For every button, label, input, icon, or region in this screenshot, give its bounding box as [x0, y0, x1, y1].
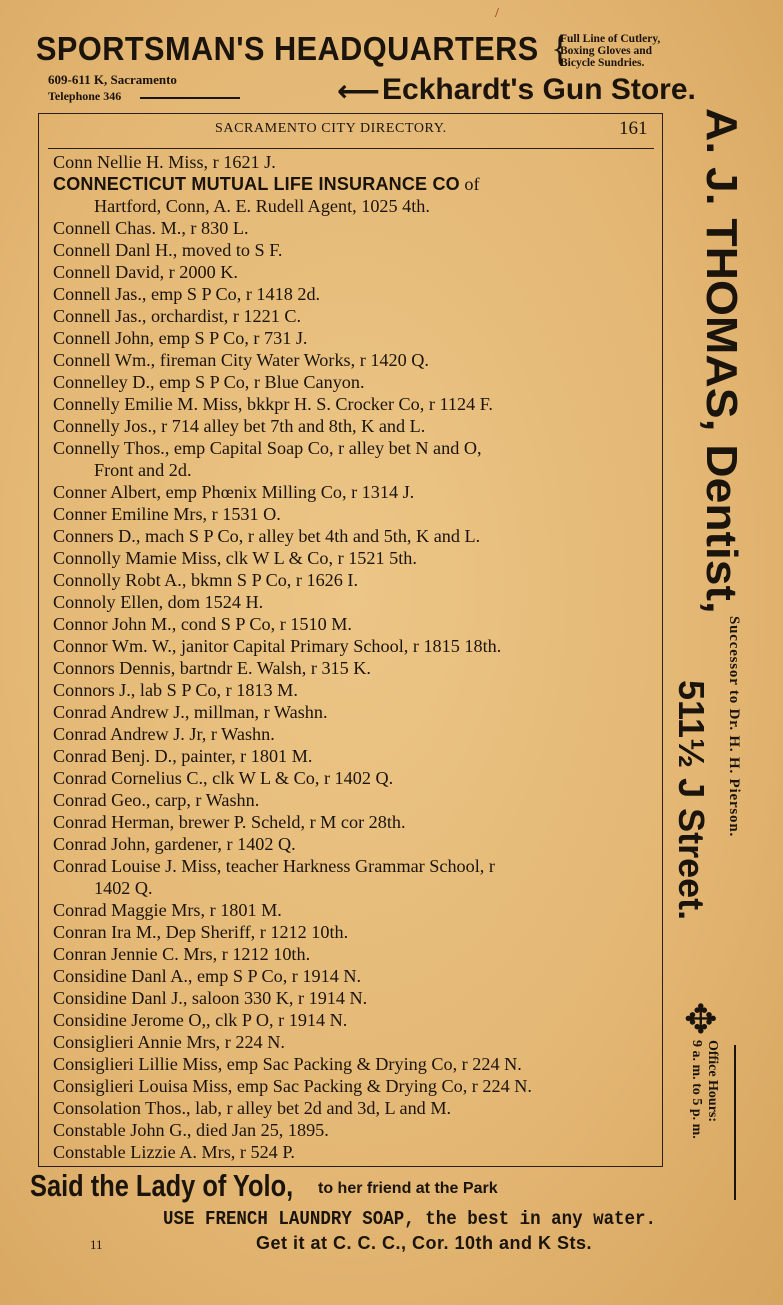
entry-text: Conrad Geo., carp, r Washn. [53, 790, 260, 810]
dentist-ad-hours [688, 1040, 720, 1139]
directory-entry [53, 481, 655, 503]
directory-entry [53, 701, 655, 723]
entry-text: Hartford, Conn, A. E. Rudell Agent, 1025 4th. [94, 196, 430, 216]
entry-text: Connell Wm., fireman City Water Works, r 1420 Q. [53, 350, 429, 370]
directory-entry [53, 635, 655, 657]
directory-entry [53, 547, 655, 569]
running-head: SACRAMENTO CITY DIRECTORY. [215, 121, 447, 136]
directory-entry [53, 415, 655, 437]
directory-entry [53, 261, 655, 283]
directory-entry [53, 283, 655, 305]
header-side-line: Full Line of Cutlery, [560, 33, 661, 45]
directory-entries [53, 151, 655, 1163]
directory-entry [53, 811, 655, 833]
entry-text: Connor Wm. W., janitor Capital Primary School, r 1815 18th. [53, 636, 502, 656]
pointing-arrow-icon: ⟵ [337, 74, 381, 109]
directory-entry [53, 1075, 655, 1097]
header-side-line: Bicycle Sundries. [560, 57, 645, 69]
entry-text: Connell John, emp S P Co, r 731 J. [53, 328, 308, 348]
entry-text: Conner Albert, emp Phœnix Milling Co, r 1314 J. [53, 482, 415, 502]
brace-glyph: { [551, 28, 570, 70]
directory-entry [53, 855, 655, 877]
hours-value: 9 a. m. to 5 p. m. [689, 1040, 704, 1139]
ink-mark: / [495, 6, 499, 21]
directory-entry [53, 679, 655, 701]
soap-ad: USE FRENCH LAUNDRY SOAP, the best in any water. [163, 1208, 657, 1230]
header-address: 609-611 K, Sacramento [48, 72, 177, 87]
entry-text: Conn Nellie H. Miss, r 1621 J. [53, 152, 276, 172]
entry-text: Connell Chas. M., r 830 L. [53, 218, 249, 238]
entry-text: Considine Danl A., emp S P Co, r 1914 N. [53, 966, 362, 986]
entry-text: Connell Danl H., moved to S F. [53, 240, 283, 260]
signature-mark: 11 [90, 1237, 103, 1252]
directory-entry [53, 1009, 655, 1031]
entry-text: Connell David, r 2000 K. [53, 262, 238, 282]
hours-label: Office Hours: [705, 1040, 720, 1123]
directory-entry [53, 921, 655, 943]
entry-text: Connelly Jos., r 714 alley bet 7th and 8th, K and L. [53, 416, 426, 436]
entry-text: Connelly Thos., emp Capital Soap Co, r alley bet N and O, [53, 438, 482, 458]
directory-entry [53, 789, 655, 811]
yolo-ad-subline: to her friend at the Park [318, 1180, 498, 1197]
directory-entry [53, 833, 655, 855]
directory-entry [53, 1141, 655, 1163]
entry-text: Conran Ira M., Dep Sheriff, r 1212 10th. [53, 922, 349, 942]
entry-text: Conrad Herman, brewer P. Scheld, r M cor 28th. [53, 812, 406, 832]
ornament-icon: ✥ [684, 997, 718, 1043]
dentist-ad-successor: Successor to Dr. H. H. Pierson. [726, 616, 742, 838]
header-title: SPORTSMAN'S HEADQUARTERS [36, 30, 539, 67]
entry-text: Conrad Cornelius C., clk W L & Co, r 1402 Q. [53, 768, 394, 788]
entry-continuation [53, 195, 655, 217]
directory-entry [53, 217, 655, 239]
entry-text: of [459, 174, 480, 194]
directory-entry [53, 657, 655, 679]
entry-text: Front and 2d. [94, 460, 192, 480]
directory-entry [53, 723, 655, 745]
directory-entry [53, 767, 655, 789]
header-side-text [560, 33, 660, 69]
directory-entry [53, 591, 655, 613]
directory-entry [53, 1097, 655, 1119]
directory-entry [53, 745, 655, 767]
entry-text: Conrad Andrew J. Jr, r Washn. [53, 724, 275, 744]
directory-entry [53, 987, 655, 1009]
directory-entry [53, 349, 655, 371]
yolo-ad-headline: Said the Lady of Yolo, [30, 1168, 294, 1203]
entry-text: Connelley D., emp S P Co, r Blue Canyon. [53, 372, 365, 392]
entry-continuation [53, 877, 655, 899]
store-ad: Get it at C. C. C., Cor. 10th and K Sts. [256, 1233, 593, 1253]
entry-text: Constable Lizzie A. Mrs, r 524 P. [53, 1142, 295, 1162]
entry-text: Consolation Thos., lab, r alley bet 2d and 3d, L and M. [53, 1098, 452, 1118]
header-divider [48, 148, 654, 149]
entry-text: Consiglieri Annie Mrs, r 224 N. [53, 1032, 285, 1052]
entry-bold-name: CONNECTICUT MUTUAL LIFE INSURANCE CO [53, 174, 460, 194]
header-telephone: Telephone 346 [48, 89, 122, 103]
directory-entry [53, 327, 655, 349]
directory-entry [53, 1119, 655, 1141]
directory-entry [53, 173, 655, 195]
directory-entry [53, 371, 655, 393]
page-number: 161 [619, 118, 648, 139]
directory-entry [53, 1053, 655, 1075]
entry-text: Conrad Andrew J., millman, r Washn. [53, 702, 328, 722]
entry-text: Connoly Ellen, dom 1524 H. [53, 592, 264, 612]
entry-text: Consiglieri Louisa Miss, emp Sac Packing & Drying Co, r 224 N. [53, 1076, 532, 1096]
entry-continuation [53, 459, 655, 481]
entry-text: Connell Jas., emp S P Co, r 1418 2d. [53, 284, 321, 304]
entry-text: Connors Dennis, bartndr E. Walsh, r 315 K. [53, 658, 371, 678]
entry-text: Connolly Robt A., bkmn S P Co, r 1626 I. [53, 570, 359, 590]
entry-text: Connors J., lab S P Co, r 1813 M. [53, 680, 298, 700]
directory-entry [53, 613, 655, 635]
dentist-ad-address: 511½ J Street. [671, 680, 712, 921]
directory-entry [53, 1031, 655, 1053]
entry-text: Conrad Maggie Mrs, r 1801 M. [53, 900, 282, 920]
entry-text: Connor John M., cond S P Co, r 1510 M. [53, 614, 352, 634]
directory-entry [53, 503, 655, 525]
entry-text: Connolly Mamie Miss, clk W L & Co, r 1521 5th. [53, 548, 417, 568]
entry-text: Considine Jerome O,, clk P O, r 1914 N. [53, 1010, 348, 1030]
side-rule [734, 1045, 736, 1200]
entry-text: Constable John G., died Jan 25, 1895. [53, 1120, 329, 1140]
entry-text: Consiglieri Lillie Miss, emp Sac Packing & Drying Co, r 224 N. [53, 1054, 522, 1074]
header-side-line: Boxing Gloves and [560, 45, 653, 57]
directory-entry [53, 151, 655, 173]
entry-text: Connell Jas., orchardist, r 1221 C. [53, 306, 302, 326]
directory-entry [53, 525, 655, 547]
entry-text: Conrad Louise J. Miss, teacher Harkness Grammar School, r [53, 856, 495, 876]
entry-text: Conrad Benj. D., painter, r 1801 M. [53, 746, 313, 766]
entry-text: Conran Jennie C. Mrs, r 1212 10th. [53, 944, 311, 964]
directory-entry [53, 239, 655, 261]
entry-text: Conner Emiline Mrs, r 1531 O. [53, 504, 281, 524]
directory-entry [53, 899, 655, 921]
entry-text: Conners D., mach S P Co, r alley bet 4th and 5th, K and L. [53, 526, 481, 546]
directory-entry [53, 437, 655, 459]
header-store-name: Eckhardt's Gun Store. [382, 73, 696, 106]
directory-entry [53, 305, 655, 327]
directory-entry [53, 569, 655, 591]
header-rule [140, 97, 240, 99]
entry-text: Considine Danl J., saloon 330 K, r 1914 N. [53, 988, 368, 1008]
dentist-ad-name: A. J. THOMAS, Dentist, [697, 108, 746, 614]
directory-entry [53, 943, 655, 965]
entry-text: 1402 Q. [94, 878, 153, 898]
entry-text: Connelly Emilie M. Miss, bkkpr H. S. Crocker Co, r 1124 F. [53, 394, 493, 414]
entry-text: Conrad John, gardener, r 1402 Q. [53, 834, 296, 854]
directory-entry [53, 965, 655, 987]
directory-entry [53, 393, 655, 415]
